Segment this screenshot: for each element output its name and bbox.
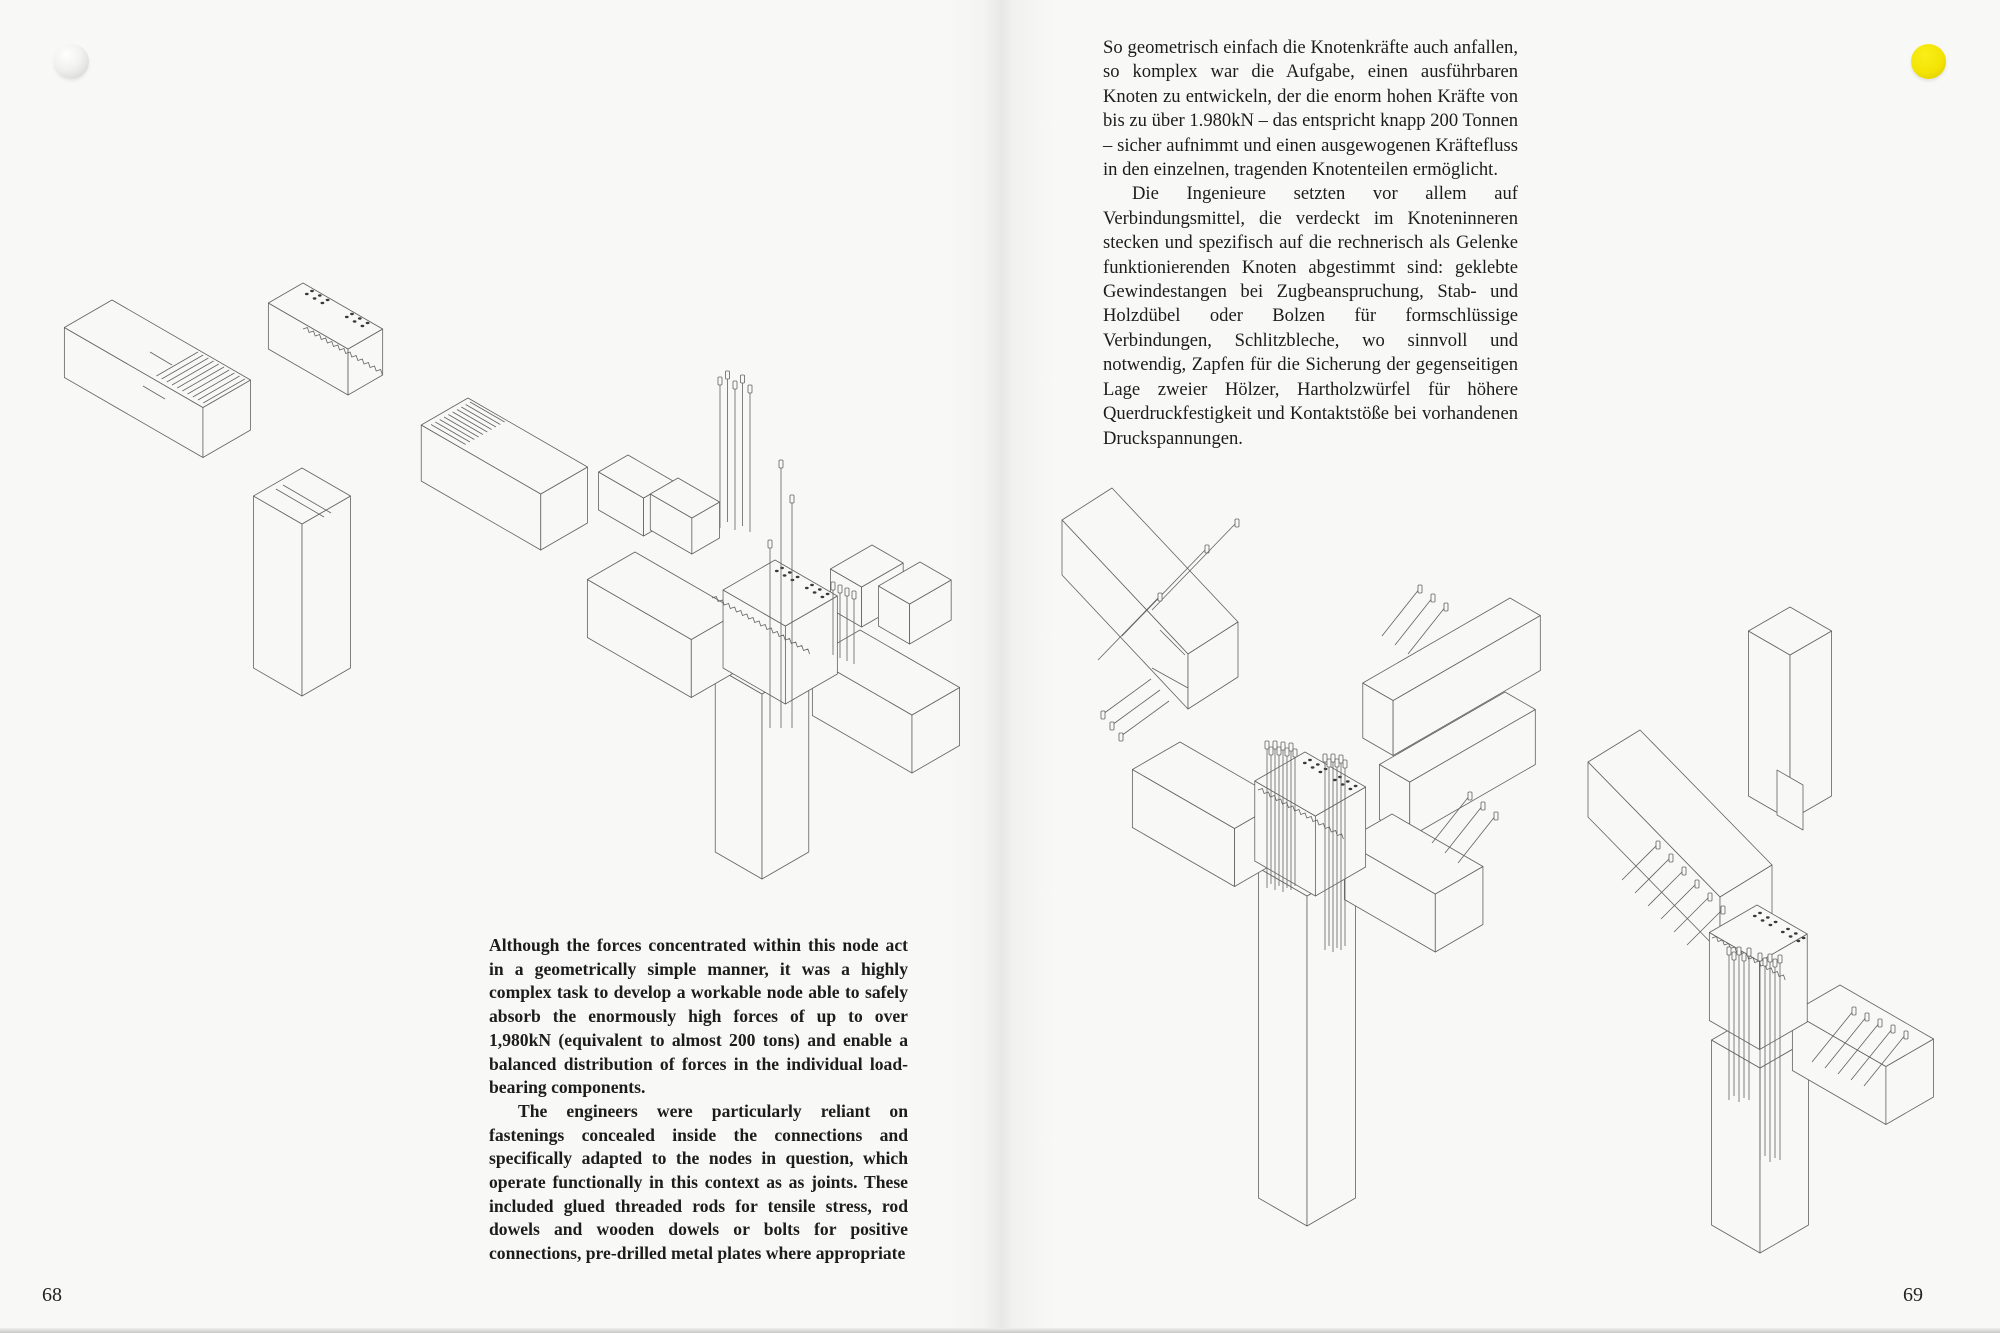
- page-number-left: 68: [42, 1284, 62, 1306]
- german-paragraph-1: So geometrisch einfach die Knotenkräfte auch anfallen, so komplex war die Aufgabe, einen ausführbaren Knoten zu entwickeln, der die enorm hohen Kräfte von bis zu über 1.980kN – das entspricht knapp 200 Tonnen – sicher aufnimmt und einen ausgewogenen Kräftefluss in den einzelnen, tragenden Knotenteilen ermöglicht.: [1103, 37, 1518, 181]
- yellow-ball-marker-icon: [1911, 44, 1946, 79]
- english-paragraph-2: The engineers were particularly reliant on fastenings concealed inside the connections and specifically adapted to the nodes in question, which operate functionally in this context as as joints. These included glued threaded rods for tensile stress, rod dowels and wooden dowels or bolts for positive connections, pre-drilled metal plates where appropriate: [489, 1100, 908, 1264]
- exploded-node-drawing-right-page-left: [1062, 488, 1540, 1226]
- page-bottom-edge: [0, 1328, 2000, 1333]
- page-gutter-shadow: [945, 0, 1055, 1333]
- german-text-column: [1103, 36, 1518, 451]
- german-paragraph-2: Die Ingenieure setzten vor allem auf Verbindungsmittel, die verdeckt im Knoteninneren stecken und spezifisch auf die rechnerisch als Gelenke funktionierenden Knoten abgestimmt sind: geklebte Gewindestangen bei Zugbeanspruchung, Stab- und Holzdübel oder Bolzen für formschlüssige Verbindungen, Schlitzbleche, wo sinnvoll und notwendig, Zapfen für die Sicherung der gegenseitigen Lage zweier Hölzer, Hartholzwürfel für höhere Querdruckfestigkeit und Kontaktstöße bei vorhandenen Druckspannungen.: [1103, 183, 1518, 449]
- white-ball-marker-icon: [54, 44, 89, 79]
- page-number-right: 69: [1903, 1284, 1923, 1306]
- english-text-column: [489, 934, 908, 1266]
- english-paragraph-1: Although the forces concentrated within this node act in a geometrically simple manner, it was a highly complex task to develop a workable node able to safely absorb the enormously high forces of up to over 1,980kN (equivalent to almost 200 tons) and enable a balanced distribution of forces in the individual load-bearing components.: [489, 935, 908, 1098]
- exploded-node-drawing-left-page: [64, 283, 959, 879]
- exploded-node-drawing-right-page-right: [1588, 607, 1934, 1253]
